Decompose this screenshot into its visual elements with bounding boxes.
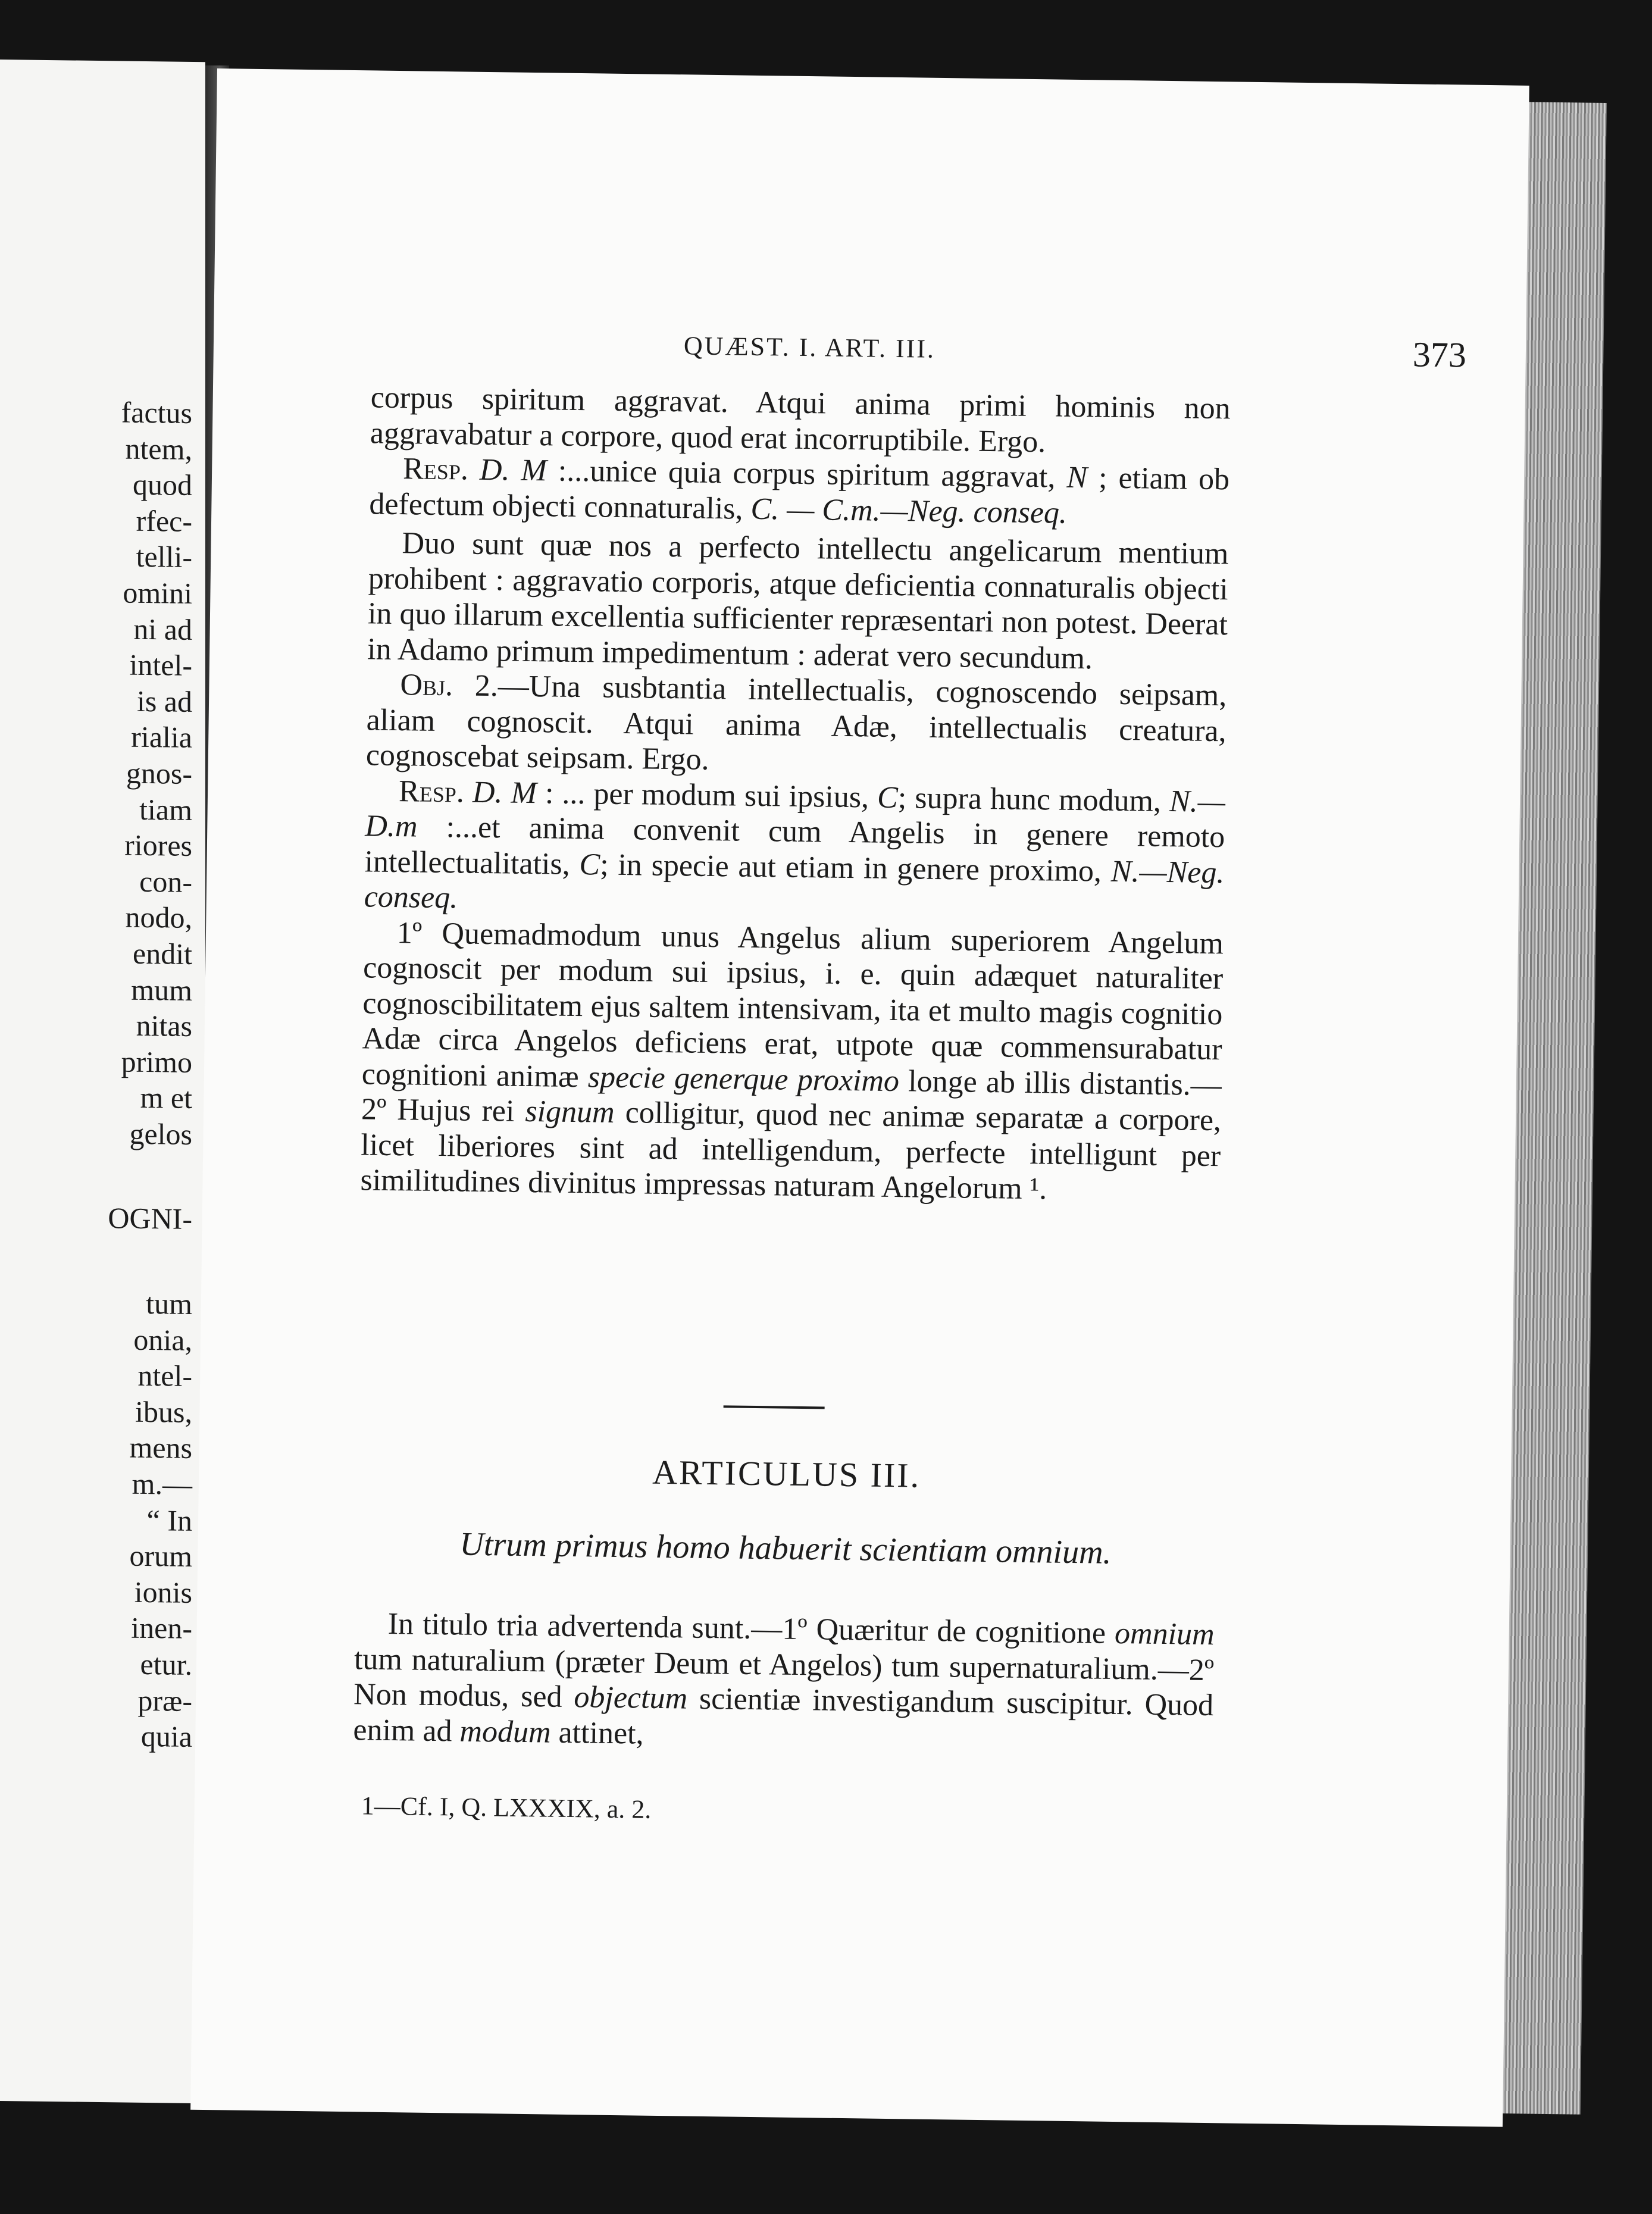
p6-c: longe ab illis distantis.—2º Hujus rei <box>361 1064 1222 1128</box>
left-page-line: etur. <box>140 1647 192 1681</box>
left-page-line: rialia <box>131 720 192 755</box>
article-title: ARTICULUS III. <box>652 1452 921 1495</box>
left-page-line: riores <box>124 828 192 863</box>
left-page-line: quod <box>133 467 192 502</box>
left-page-line: inen- <box>131 1611 192 1646</box>
left-page-line: onia, <box>133 1322 192 1357</box>
left-page-line: orum <box>129 1538 192 1574</box>
p2-e: C. — C.m.—Neg. conseq. <box>750 492 1068 530</box>
left-page-line: con- <box>139 864 192 899</box>
paragraph-1: corpus spiritum aggravat. Atqui anima primi hominis non aggravabatur a corpore, quod erat incorruptibile. Ergo. <box>370 380 1231 459</box>
section-divider <box>724 1405 825 1409</box>
left-page-line: mum <box>131 972 192 1007</box>
p4-text: —Una susbtantia intellectualis, cognoscendo seipsam, aliam cognoscit. Atqui anima Adæ, intellectualis creatura, cognoscebat seipsam. Ergo. <box>365 669 1227 777</box>
p6-b: specie generque proximo <box>587 1059 900 1098</box>
left-page-line: nodo, <box>125 900 192 935</box>
left-page-line: nitas <box>136 1008 192 1043</box>
p5-a: D. M <box>472 775 537 810</box>
left-page-line: is ad <box>136 684 192 718</box>
p6-d: signum <box>525 1094 615 1130</box>
left-page-line: endit <box>133 936 192 971</box>
p5-b: : ... per modum sui ipsius, <box>536 775 878 815</box>
paragraph-resp-1 <box>369 451 1229 533</box>
page-header <box>214 314 1467 378</box>
page-number: 373 <box>1412 334 1467 375</box>
ab-c: tum naturalium (præter Deum et Angelos) tum supernaturalium.—2º Non modus, sed <box>353 1641 1215 1715</box>
paragraph-3: Duo sunt quæ nos a perfecto intellectu angelicarum mentium prohibent : aggravatio corporis, atque deficientia connaturalis objecti in quo illarum excellentia sufficienter repræsentari non potest. Deerat in Adamo primum impedimentum : aderat vero secundum. <box>367 526 1229 676</box>
left-page-line: factus <box>121 395 192 430</box>
running-head: QUÆST. I. ART. III. <box>683 331 936 364</box>
article-paragraph <box>353 1606 1215 1759</box>
p2-b: :...unice quia corpus spiritum aggravat, <box>546 454 1067 495</box>
left-page-line <box>0 1150 192 1201</box>
ab-g: attinet, <box>550 1715 644 1751</box>
left-page-line: intel- <box>129 648 192 683</box>
left-page <box>0 60 205 2103</box>
left-page-line: quia <box>140 1719 192 1754</box>
ab-a: In titulo tria advertenda sunt.—1º Quæritur de cognitione <box>387 1606 1115 1650</box>
ab-d: objectum <box>574 1680 688 1716</box>
left-page-line <box>0 1235 192 1286</box>
paragraph-resp-2 <box>364 773 1225 926</box>
p5-h: ; in specie aut etiam in genere proximo, <box>599 848 1112 889</box>
left-page-line: mens <box>129 1431 192 1465</box>
p5-c: C <box>877 780 899 815</box>
p5-d: ; supra hunc modum, <box>897 780 1170 818</box>
p5-e: N.—D.m <box>364 784 1226 844</box>
p6-a: 1º Quemadmodum unus Angelus alium superiorem Angelum cognoscit per modum sui ipsius, i. e. quin adæquet naturaliter cognoscibilitatem ejus saltem intensivam, ita et multo magis cognitio Adæ circa Angelos deficiens erat, utpote quæ commensurabatur cognitioni animæ <box>361 915 1224 1094</box>
paragraph-6 <box>360 915 1224 1209</box>
p5-f: :...et anima convenit cum Angelis in genere remoto intellectualitatis, <box>364 809 1225 881</box>
resp-label-2: Resp. <box>398 774 465 809</box>
left-page-line: primo <box>121 1045 192 1079</box>
obj-label: Obj. 2. <box>400 668 499 703</box>
left-page-line: præ- <box>137 1683 192 1718</box>
p5-i: N.—Neg. conseq. <box>364 854 1225 915</box>
ab-b: omnium <box>1114 1616 1215 1652</box>
left-page-line: “ In <box>146 1503 192 1537</box>
left-page-text <box>0 393 192 1755</box>
article-question: Utrum primus homo habuerit scientiam omnium. <box>459 1525 1112 1571</box>
p6-e: colligitur, quod nec animæ separatæ a corpore, licet liberiores sint ad intelligendum, perfecte intelligunt per similitudines divinitus impressas naturam Angelorum ¹. <box>360 1095 1222 1206</box>
paragraph-obj-2 <box>366 667 1227 784</box>
left-page-line: m et <box>140 1081 192 1115</box>
ab-f: modum <box>459 1714 551 1750</box>
left-page-line: telli- <box>136 540 192 574</box>
p2-c: N <box>1066 460 1088 495</box>
left-page-line: tiam <box>139 792 192 827</box>
left-page-line: ntel- <box>137 1359 192 1393</box>
left-page-line: ni ad <box>133 612 192 646</box>
ab-e: scientiæ investigandum suscipitur. Quod enim ad <box>353 1681 1214 1749</box>
article-body <box>353 1606 1215 1759</box>
left-page-line: tum <box>146 1287 192 1321</box>
left-page-line: m.— <box>132 1466 192 1501</box>
left-page-line: gelos <box>129 1117 192 1151</box>
left-page-line: omini <box>123 576 192 610</box>
body-text <box>360 380 1231 1209</box>
left-page-line: rfec- <box>136 504 192 538</box>
p5-g: C <box>579 847 600 882</box>
right-page <box>190 68 1529 2127</box>
left-page-line: ibus, <box>135 1394 192 1429</box>
left-page-line: ntem, <box>125 431 192 466</box>
p2-d: ; etiam ob defectum objecti connaturalis, <box>369 461 1230 526</box>
resp-label: Resp. <box>402 452 469 487</box>
left-page-line: ionis <box>134 1575 192 1609</box>
p2-a: D. M <box>479 452 547 488</box>
left-page-line: OGNI- <box>108 1201 192 1236</box>
left-page-line: gnos- <box>126 756 192 790</box>
footnote: 1—Cf. I, Q. LXXXIX, a. 2. <box>361 1791 652 1824</box>
